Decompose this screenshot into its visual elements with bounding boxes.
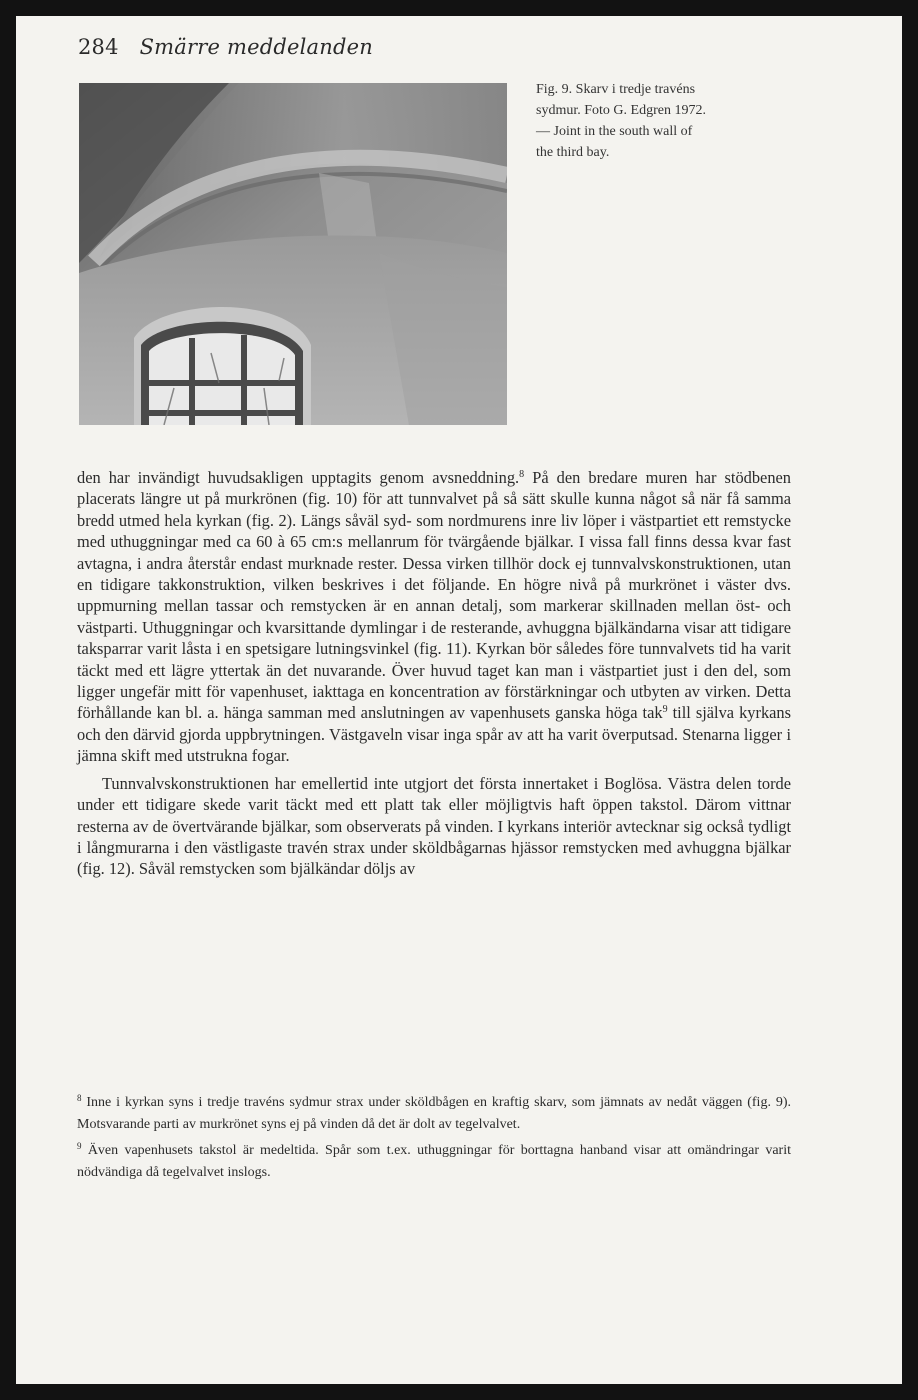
footnote-marker: 8 [77,1093,82,1103]
footnote-ref-8[interactable]: 8 [519,469,525,480]
footnote-text: Inne i kyrkan syns i tredje travéns sydmur strax under sköldbågen en kraftig skarv, som jämnats av nedåt väggen (fig. 9). Motsvarande parti av murkrönet syns ej på vinden då det är dolt av tegelvalvet. [77,1095,791,1132]
section-title: Smärre meddelanden [139,35,373,59]
caption-line: — Joint in the south wall of [536,124,693,139]
paragraph-2: Tunnvalvskonstruktionen har emellertid inte utgjort det första innertaket i Boglösa. Västra delen torde under ett tidigare skede varit täckt med ett platt tak eller möjligtvis haft öppen takstol. Därom vittnar resterna av de övertvärande bjälkar, som observerats på vinden. I kyrkans interiör avtecknar sig också tydligt i långmurarna i den västligaste travén strax under sköldbågarnas hjässor remstycken med avhuggna bjälkar (fig. 12). Såväl remstycken som bjälkändar döljs av [77,773,791,879]
vault-window-photo [79,83,507,425]
page-number: 284 [78,35,119,59]
footnote-ref-9[interactable]: 9 [662,704,668,716]
caption-line: sydmur. Foto G. Edgren 1972. [536,103,706,118]
caption-line: Fig. 9. Skarv i tredje travéns [536,82,696,97]
figure-caption [536,79,806,163]
paragraph-1-part-2: På den bredare muren har stödbenen placerats längre ut på murkrönen (fig. 10) för att tunnvalvet på så sätt skulle kunna något så när få samma bredd utmed hela kyrkan (fig. 2). Längs såväl syd- som nordmurens inre liv löper i västpartiet ett remstycke med uthuggningar med ca 60 à 65 cm:s mellanrum för tvärgående bjälkar. I vissa fall finns dessa kvar fast avtagna, i andra återstår endast murknade rester. Dessa virken tillhör dock ej tunnvalvskonstruktionen, utan en tidigare takkonstruktion, vilken beskrives i det följande. En högre nivå på murkrönet i väster dvs. uppmurning mellan tassar och remstycken är en annan detalj, som markerar skillnaden mellan öst- och västparti. Uthuggningar och kvarsittande dymlingar i de resterande, avhuggna bjälkändarna visar att tidigare taksparrar varit låsta i en spetsigare lutningsvinkel (fig. 11). Kyrkan bör således före tunnvalvets tid ha varit täckt med ett lägre yttertak än det nuvarande. Över huvud taget kan man i västpartiet just i den del, som ligger ungefär mitt för vapenhuset, iakttaga en koncentration av förstärkningar och utbyten av virken. Detta förhållande kan bl. a. hänga samman med anslutningen av vapenhusets ganska höga tak [77,468,791,723]
paragraph-1-part-1: den har invändigt huvudsakligen upptagits genom avsneddning. [77,468,520,487]
figure-photo [79,83,507,425]
paragraph-1-part-3: till själva kyrkans och den därvid gjorda uppbrytningen. Västgaveln visar inga spår av att ha varit överputsad. Stenarna ligger i jämna skift med utstrukna fogar. [77,703,791,766]
paragraph-1 [77,467,791,767]
footnote-9 [77,1140,791,1184]
running-head [78,35,373,59]
footnote-text: Även vapenhusets takstol är medeltida. Spår som t.ex. uthuggningar för borttagna hanband visar att omändringar varit nödvändiga då tegelvalvet inslogs. [77,1143,791,1180]
footnote-marker: 9 [77,1141,82,1151]
footnotes [77,1092,791,1188]
caption-line: the third bay. [536,145,610,160]
footnote-8 [77,1092,791,1136]
body-text [77,467,791,880]
